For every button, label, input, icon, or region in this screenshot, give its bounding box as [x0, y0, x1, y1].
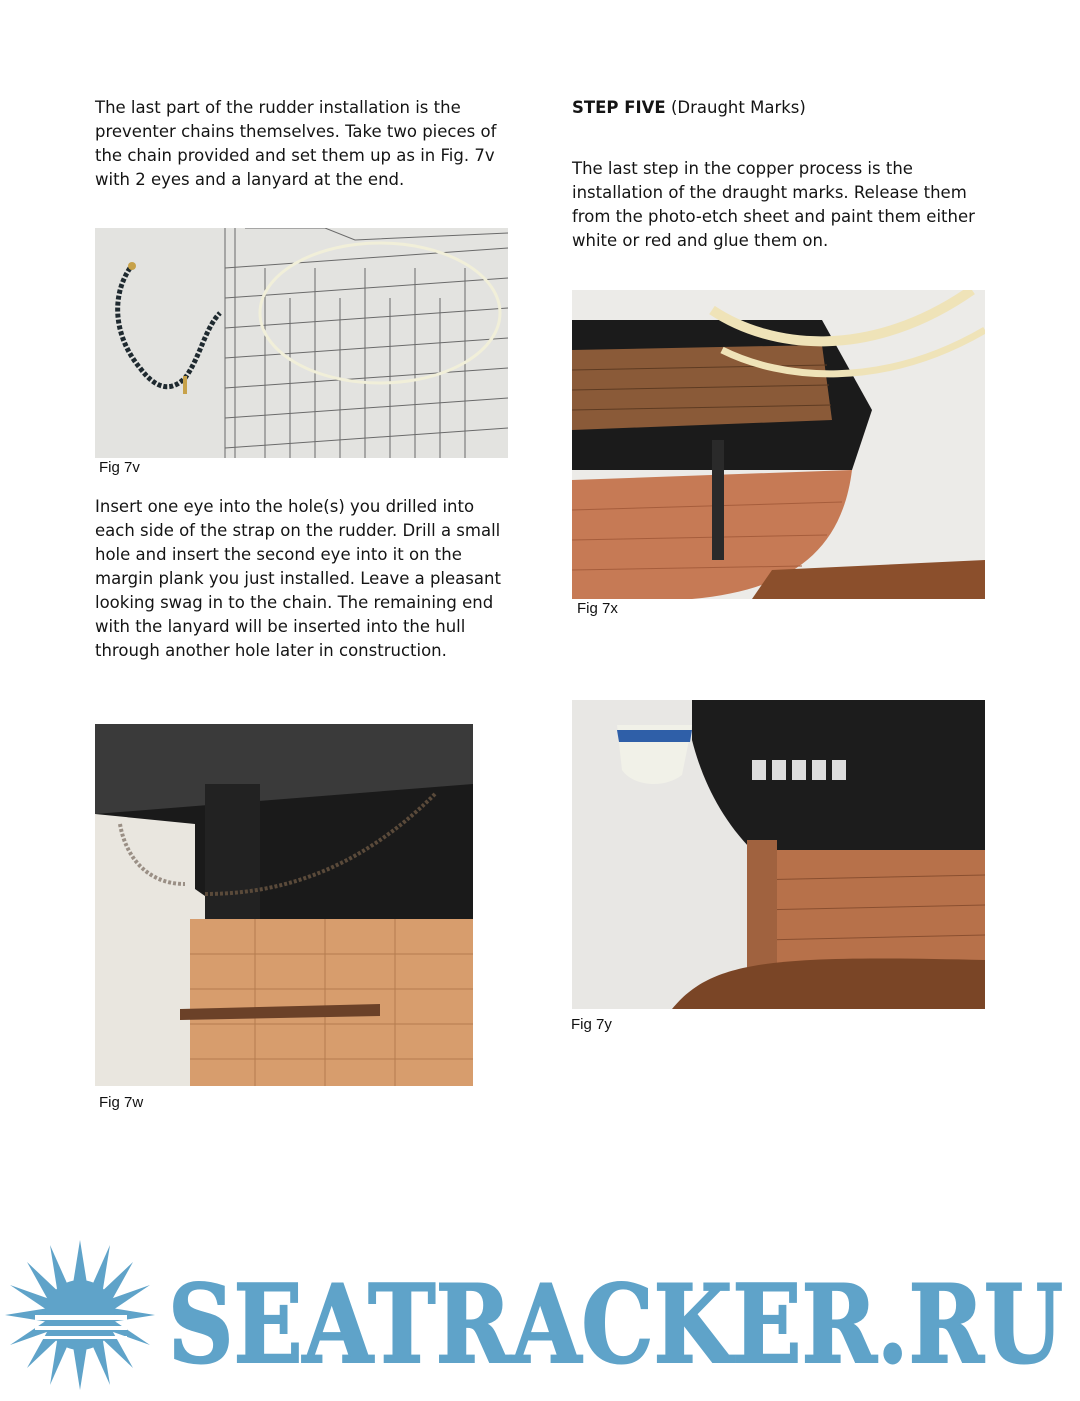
figure-7x-caption: Fig 7x — [577, 600, 618, 617]
sun-icon — [5, 1240, 155, 1390]
draught-marks-paragraph: The last step in the copper process is the installation of the draught marks. Release them from the photo-etch sheet and paint them either white or red and glue them on. — [572, 159, 975, 250]
figure-7v-image — [95, 228, 508, 458]
step-subtitle: (Draught Marks) — [670, 98, 806, 117]
figure-7y-image — [572, 700, 985, 1009]
figure-7x-image — [572, 290, 985, 599]
watermark-text: SEATRACKER.RU — [168, 1262, 1063, 1388]
step-heading: STEP FIVE — [572, 98, 666, 117]
figure-7w-image — [95, 724, 473, 1086]
watermark-logo — [0, 1230, 1080, 1397]
step-heading-line — [572, 96, 992, 120]
figure-7w-caption: Fig 7w — [99, 1094, 144, 1111]
intro-paragraph: The last part of the rudder installation is the preventer chains themselves. Take two pieces of the chain provided and set them up as in Fig. 7v with 2 eyes and a lanyard at the end. — [95, 98, 497, 189]
figure-7v-caption: Fig 7v — [99, 459, 140, 476]
figure-7y-caption: Fig 7y — [571, 1016, 612, 1033]
installation-paragraph: Insert one eye into the hole(s) you drilled into each side of the strap on the rudder. Drill a small hole and insert the second eye into it on the margin plank you just installed. Leave a pleasant looking swag in to the chain. The remaining end with the lanyard will be inserted into the hull through another hole later in construction. — [95, 497, 501, 660]
